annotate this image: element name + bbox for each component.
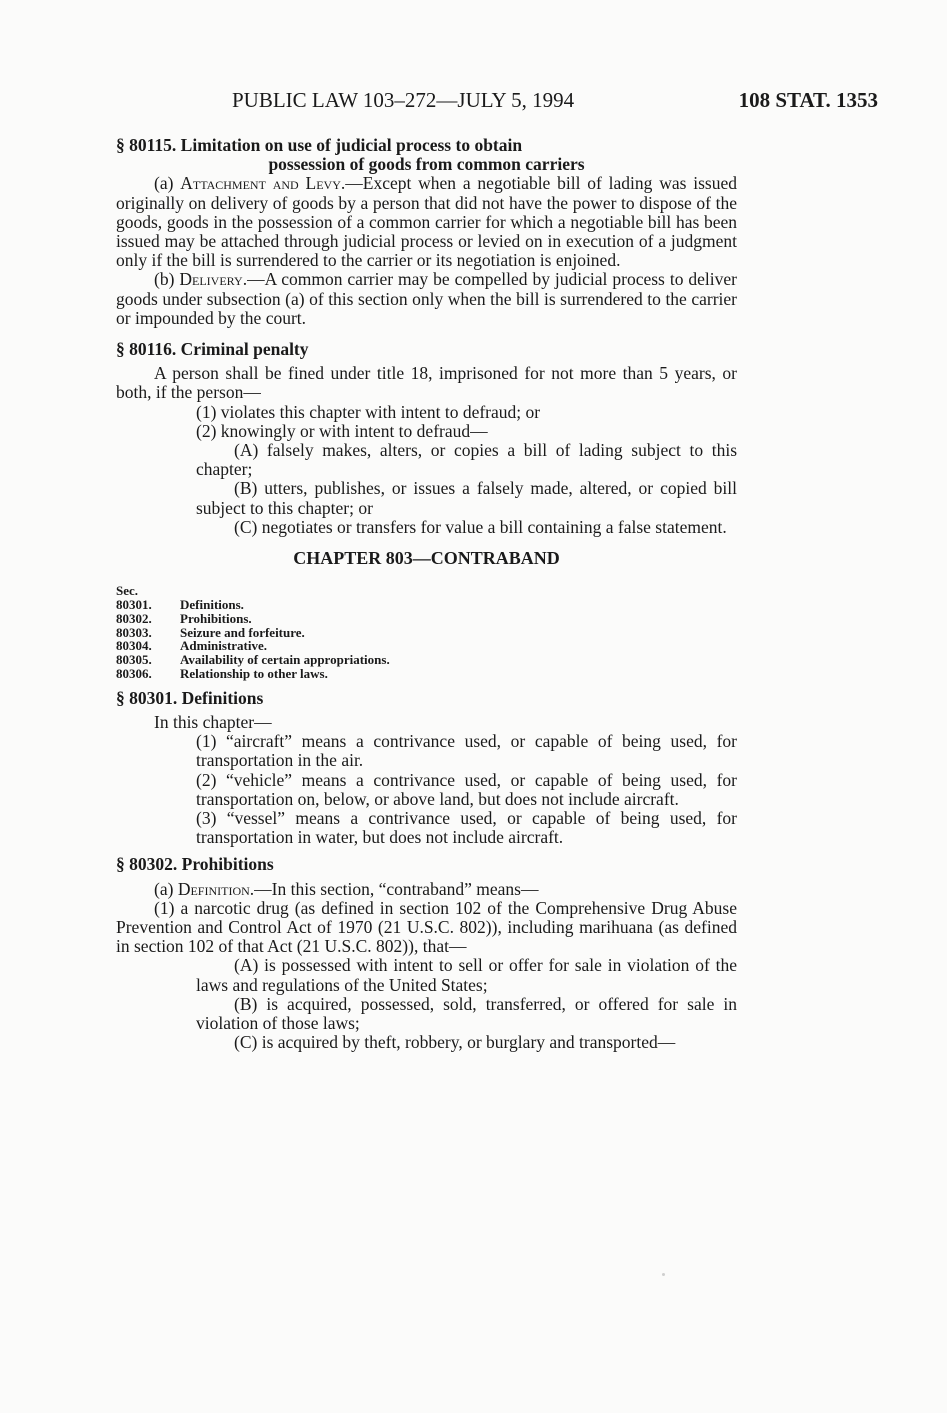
toc-number: 80303.: [116, 624, 152, 640]
toc-row: [116, 639, 737, 653]
section-80115-subsection-b: [116, 270, 737, 328]
section-80115-title-line1: § 80115. Limitation on use of judicial process to obtain: [116, 135, 523, 155]
page-body: [116, 136, 737, 1053]
running-head: PUBLIC LAW 103–272—JULY 5, 1994: [232, 88, 575, 112]
running-header: [232, 88, 878, 118]
toc-row: [116, 667, 737, 681]
toc-title: Relationship to other laws.: [180, 666, 328, 682]
toc-title: Availability of certain appropriations.: [180, 652, 390, 668]
toc-number: 80305.: [116, 652, 152, 668]
section-80116-para-C: (C) negotiates or transfers for value a bill containing a false statement.: [234, 516, 727, 537]
toc-row: [116, 626, 737, 640]
stat-reference: 108 STAT. 1353: [738, 88, 878, 112]
section-80115-subsection-a: [116, 174, 737, 270]
section-80115-heading: [116, 136, 737, 174]
section-80302-para-B: (B) is acquired, possessed, sold, transferred, or offered for sale in violation of those laws;: [196, 993, 737, 1034]
section-80116-para-A: (A) falsely makes, alters, or copies a bill of lading subject to this chapter;: [196, 440, 737, 480]
toc-row: [116, 653, 737, 667]
section-80302-para-A: (A) is possessed with intent to sell or offer for sale in violation of the laws and regulations of the United States;: [196, 955, 737, 995]
toc-title: Administrative.: [180, 638, 268, 654]
section-80301-para-1: (1) “aircraft” means a contrivance used, or capable of being used, for transportation in the air.: [196, 731, 737, 771]
subsection-heading: Delivery: [179, 269, 243, 290]
section-80115-title-line2: possession of goods from common carriers: [268, 154, 585, 175]
toc-title: Definitions.: [180, 597, 244, 613]
section-80116-para-1: (1) violates this chapter with intent to defraud; or: [196, 401, 541, 422]
toc-number: 80304.: [116, 638, 152, 654]
section-80302-subsection-a: [116, 880, 737, 899]
subsection-heading: Attachment and Levy: [180, 173, 341, 194]
section-80302-heading: § 80302. Prohibitions: [116, 854, 274, 875]
section-80301-heading: § 80301. Definitions: [116, 687, 264, 708]
toc-row: [116, 598, 737, 612]
toc-number: 80306.: [116, 666, 152, 682]
section-80302-para-C: (C) is acquired by theft, robbery, or burglary and transported—: [234, 1032, 676, 1053]
subsection-text: .—A common carrier may be compelled by judicial process to deliver goods under subsection (a) of this section only when the bill is surrendered to the carrier or impounded by the court.: [116, 269, 737, 328]
toc-sec-label: Sec.: [116, 583, 139, 599]
section-80116-intro: A person shall be fined under title 18, imprisoned for not more than 5 years, or both, if the person—: [116, 363, 737, 403]
section-80116-para-B: (B) utters, publishes, or issues a falsely made, altered, or copied bill subject to this chapter; or: [196, 478, 737, 518]
toc-title: Prohibitions.: [180, 610, 252, 626]
toc-number: 80301.: [116, 597, 152, 613]
chapter-table-of-contents: [116, 584, 737, 681]
toc-row: [116, 612, 737, 626]
subsection-label: (a): [154, 173, 181, 194]
subsection-label: (a): [154, 878, 178, 899]
section-80116-heading: § 80116. Criminal penalty: [116, 339, 309, 360]
scan-speck: [662, 1273, 665, 1276]
section-80302-para-1: (1) a narcotic drug (as defined in section 102 of the Comprehensive Drug Abuse Prevention and Control Act of 1970 (21 U.S.C. 802)), including marihuana (as defined in section 102 of that Act (21 U.S.C. 802)), that—: [116, 897, 737, 957]
subsection-label: (b): [154, 269, 180, 290]
subsection-heading: Definition: [177, 878, 250, 899]
subsection-text: .—Except when a negotiable bill of lading was issued originally on delivery of goods by a person that did not have the power to dispose of the goods, goods in the possession of a common carrier for which a negotiable bill has been issued may be attached through judicial process or levied on in execution of a judgment only if the bill is surrendered to the carrier or its negotiation is enjoined.: [116, 173, 737, 271]
section-80116-para-2: (2) knowingly or with intent to defraud—: [196, 420, 488, 441]
section-80301-para-2: (2) “vehicle” means a contrivance used, or capable of being used, for transportation on, below, or above land, but does not include aircraft.: [196, 769, 737, 809]
section-80301-para-3: (3) “vessel” means a contrivance used, or capable of being used, for transportation in water, but does not include aircraft.: [196, 808, 737, 848]
subsection-text: .—In this section, “contraband” means—: [249, 878, 539, 899]
toc-title: Seizure and forfeiture.: [180, 624, 305, 640]
toc-number: 80302.: [116, 610, 152, 626]
section-80301-intro: In this chapter—: [154, 712, 272, 733]
chapter-heading: CHAPTER 803—CONTRABAND: [293, 548, 560, 569]
